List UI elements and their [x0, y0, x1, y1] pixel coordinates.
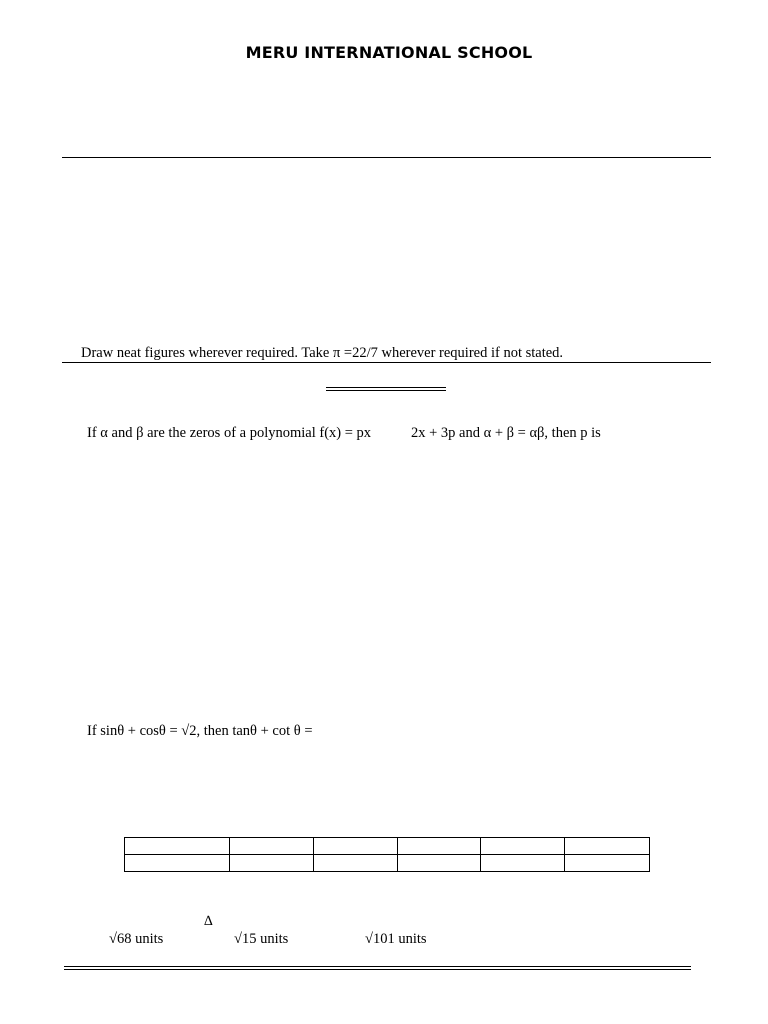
table-cell [565, 855, 650, 872]
question-polynomial-part1: If α and β are the zeros of a polynomial f(x) = px [87, 425, 372, 441]
table-cell [398, 855, 481, 872]
table-cell [125, 855, 230, 872]
question-polynomial-part2: 2x + 3p and α + β = αβ, then p is [411, 425, 601, 441]
table-row [125, 855, 650, 872]
instruction-note: Draw neat figures wherever required. Take π =22/7 wherever required if not stated. [81, 345, 564, 361]
table-cell [398, 838, 481, 855]
table-cell [125, 838, 230, 855]
option-c: √101 units [365, 931, 427, 947]
table-row [125, 838, 650, 855]
option-b: √15 units [234, 931, 289, 947]
blank-table [124, 837, 650, 872]
table-cell [230, 855, 314, 872]
table-cell [314, 855, 398, 872]
question-trig: If sinθ + cosθ = √2, then tanθ + cot θ = [87, 723, 313, 739]
table-cell [230, 838, 314, 855]
instruction-rule [62, 362, 711, 363]
table-cell [565, 838, 650, 855]
section-divider [326, 387, 446, 391]
school-title: MERU INTERNATIONAL SCHOOL [245, 43, 533, 62]
triangle-symbol: ∆ [204, 914, 213, 929]
footer-rule [64, 966, 691, 970]
table-cell [314, 838, 398, 855]
table-cell [481, 855, 565, 872]
option-a: √68 units [109, 931, 164, 947]
header-rule [62, 157, 711, 158]
table-cell [481, 838, 565, 855]
